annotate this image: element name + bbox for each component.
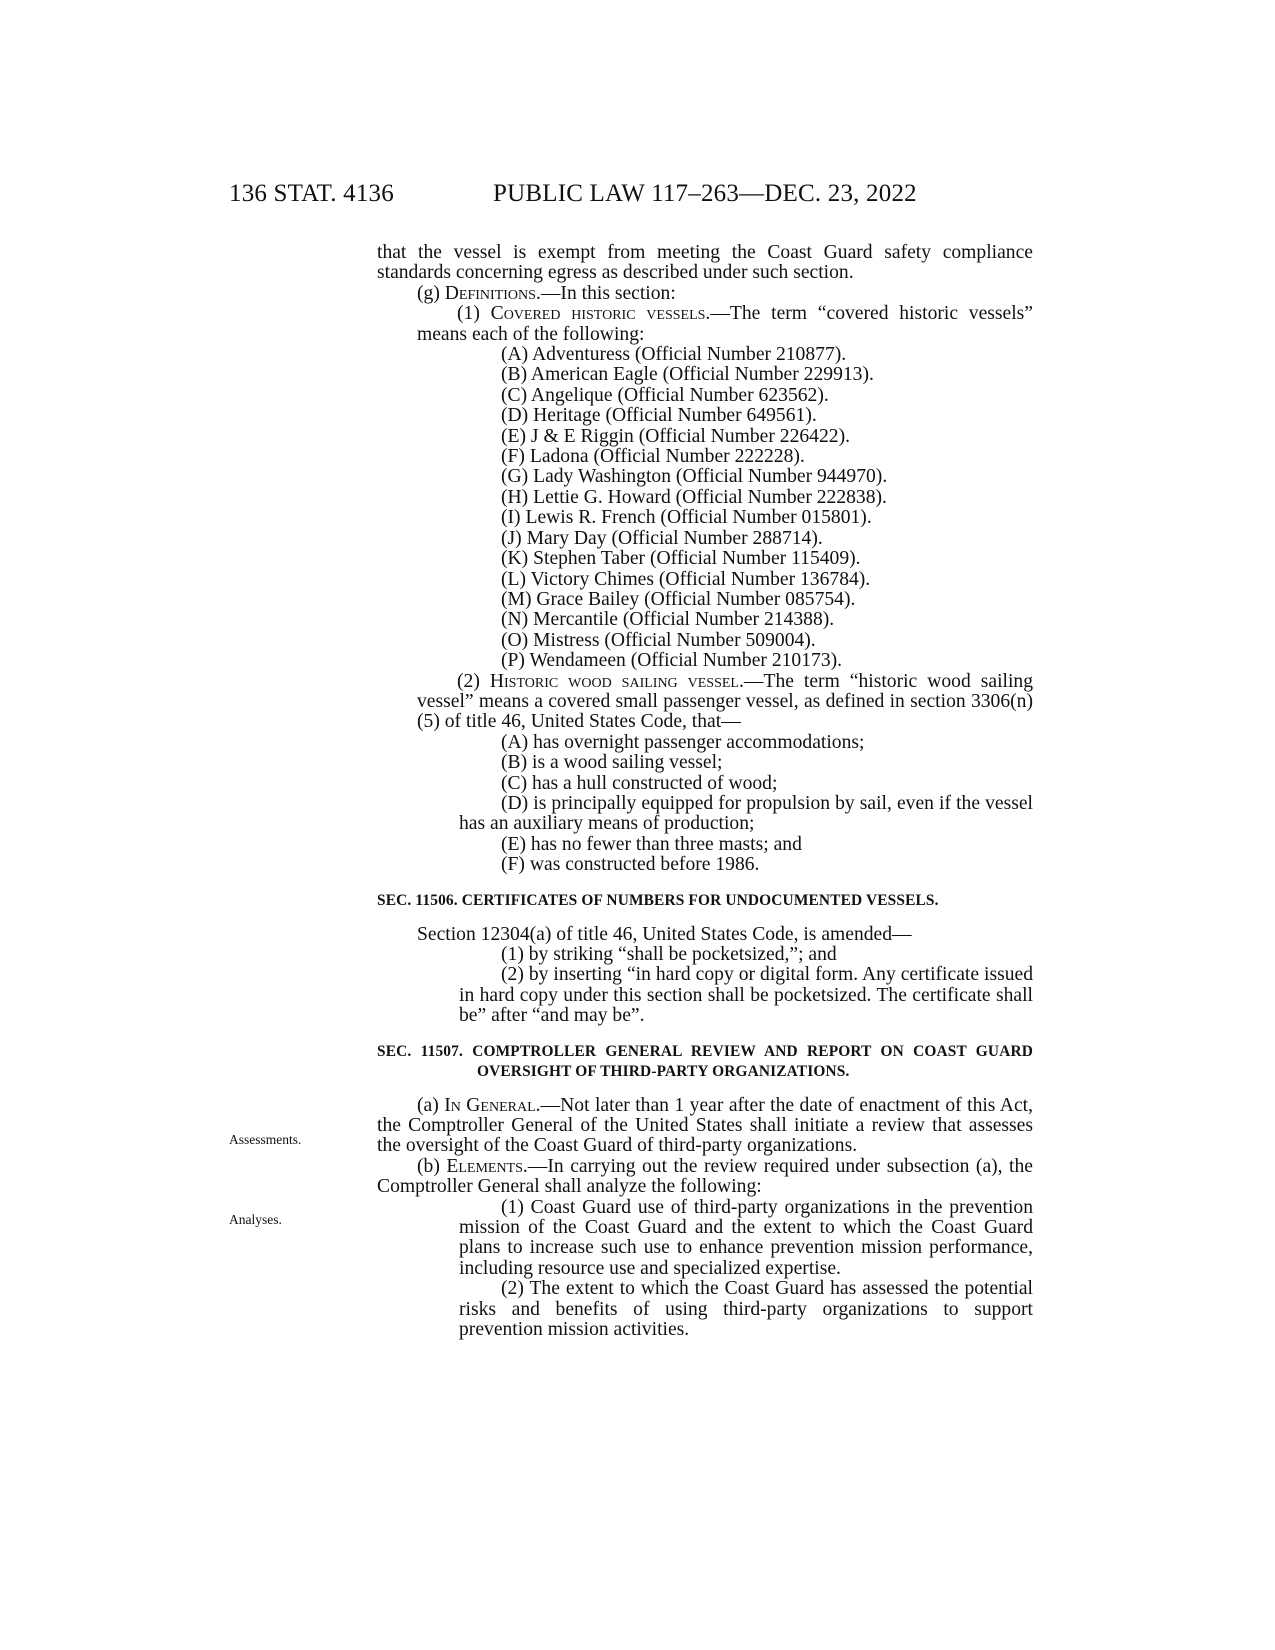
list-item: (A) has overnight passenger accommodations; (501, 731, 865, 753)
subsection-g-text: .—In this section: (535, 282, 676, 304)
subsection-b-heading: Elements (446, 1155, 523, 1177)
list-item: (C) has a hull constructed of wood; (501, 772, 778, 794)
list-item: (H) Lettie G. Howard (Official Number 222838). (501, 486, 887, 508)
subsection-b (377, 1157, 1033, 1198)
page-stat-citation: 136 STAT. 4136 (229, 180, 394, 207)
paragraph-g1-text: .—The term “covered historic vessels” means each of the following: (417, 303, 1033, 345)
section-11506-item-2: (2) by inserting “in hard copy or digital form. Any certificate issued in hard copy under this section shall be pocketsized. The certificate shall be” after “and may be”. (459, 964, 1033, 1027)
list-item: (I) Lewis R. French (Official Number 015801). (501, 507, 872, 529)
running-header: PUBLIC LAW 117–263—DEC. 23, 2022 (493, 180, 917, 207)
list-item: (N) Mercantile (Official Number 214388). (501, 609, 835, 631)
list-item: (D) Heritage (Official Number 649561). (501, 405, 817, 427)
paragraph-g1-heading: Covered historic vessels (490, 303, 706, 325)
subsection-b-item-2: (2) The extent to which the Coast Guard has assessed the potential risks and benefits of using third-party organizations to support prevention mission activities. (459, 1278, 1033, 1341)
paragraph-g1 (377, 304, 1033, 345)
paragraph-g2-heading: Historic wood sailing vessel (489, 670, 739, 692)
paragraph-g1-label: (1) (457, 303, 480, 325)
subsection-a-text: .—Not later than 1 year after the date of enactment of this Act, the Comptroller General of the United States shall initiate a review that assesses the oversight of the Coast Guard of third-party organizations. (377, 1094, 1033, 1157)
continuation-paragraph: that the vessel is exempt from meeting the Coast Guard safety compliance standards concerning egress as described under such section. (377, 242, 1033, 284)
subsection-g (377, 284, 1033, 304)
paragraph-g2-label: (2) (457, 670, 480, 692)
subsection-a (377, 1096, 1033, 1157)
list-item: (E) J & E Riggin (Official Number 226422). (501, 425, 850, 447)
subsection-g-heading: Definitions (444, 282, 536, 304)
paragraph-g2 (377, 672, 1033, 733)
list-item: (K) Stephen Taber (Official Number 115409). (501, 548, 861, 570)
margin-note-assessments: Assessments. (229, 1132, 302, 1147)
list-item: (D) is principally equipped for propulsion by sail, even if the vessel has an auxiliary means of production; (459, 792, 1033, 835)
list-item: (M) Grace Bailey (Official Number 085754). (501, 588, 856, 610)
document-body (377, 243, 1033, 1341)
list-item: (L) Victory Chimes (Official Number 136784). (501, 568, 871, 590)
vessel-list (377, 345, 1033, 672)
subsection-a-heading: In General (444, 1094, 536, 1116)
list-item: (G) Lady Washington (Official Number 944970). (501, 466, 888, 488)
subsection-b-label: (b) (417, 1155, 440, 1177)
list-item: (E) has no fewer than three masts; and (501, 833, 802, 855)
list-item: (A) Adventuress (Official Number 210877). (501, 344, 847, 366)
subsection-b-text: .—In carrying out the review required under subsection (a), the Comptroller General shall analyze the following: (377, 1155, 1033, 1198)
list-item: (B) American Eagle (Official Number 229913). (501, 364, 874, 386)
list-item: (C) Angelique (Official Number 623562). (501, 384, 829, 406)
list-item: (P) Wendameen (Official Number 210173). (501, 650, 843, 672)
margin-note-analyses: Analyses. (229, 1212, 282, 1227)
section-11507-heading: SEC. 11507. COMPTROLLER GENERAL REVIEW AND REPORT ON COAST GUARD OVERSIGHT OF THIRD-PARTY ORGANIZATIONS. (377, 1042, 1033, 1080)
subsection-b-item-1: (1) Coast Guard use of third-party organizations in the prevention mission of the Coast Guard and the extent to which the Coast Guard plans to increase such use to enhance prevention mission performance, including resource use and specialized expertise. (459, 1196, 1033, 1279)
section-11506-heading: SEC. 11506. CERTIFICATES OF NUMBERS FOR UNDOCUMENTED VESSELS. (377, 891, 939, 909)
list-item: (F) was constructed before 1986. (501, 854, 760, 876)
list-item: (B) is a wood sailing vessel; (501, 752, 723, 774)
list-item: (J) Mary Day (Official Number 288714). (501, 527, 823, 549)
section-11506-intro: Section 12304(a) of title 46, United States Code, is amended— (417, 923, 912, 945)
list-item: (F) Ladona (Official Number 222228). (501, 446, 805, 468)
list-item: (O) Mistress (Official Number 509004). (501, 629, 816, 651)
paragraph-g2-text: .—The term “historic wood sailing vessel” means a covered small passenger vessel, as defined in section 3306(n)(5) of title 46, United States Code, that— (417, 670, 1033, 733)
subsection-a-label: (a) (417, 1094, 439, 1116)
subsection-g-label: (g) (417, 282, 440, 304)
section-11506-item-1: (1) by striking “shall be pocketsized,”; and (501, 944, 837, 965)
